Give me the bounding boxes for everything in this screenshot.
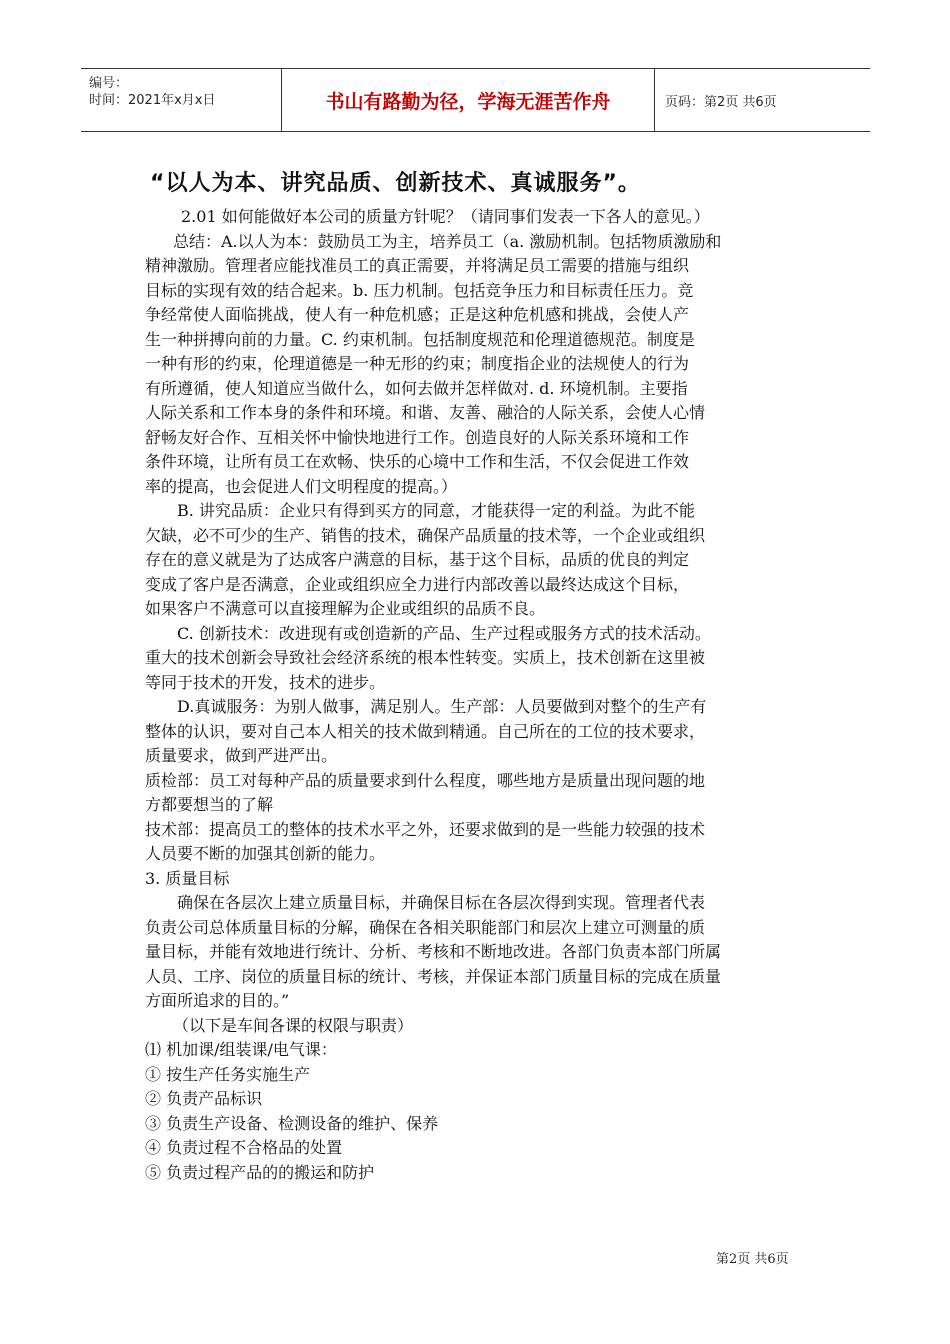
header-motto-cell <box>282 69 655 131</box>
text-line: 生一种拼搏向前的力量。C. 约束机制。包括制度规范和伦理道德规范。制度是 <box>145 329 695 349</box>
text-line: 条件环境，让所有员工在欢畅、快乐的心境中工作和生活，不仅会促进工作效 <box>145 452 690 471</box>
header-page-cell <box>655 69 870 131</box>
list-item: ④ 负责过程不合格品的处置 <box>145 1138 343 1157</box>
text-line: D.真诚服务：为别人做事，满足别人。生产部：人员要做到对整个的生产有 <box>177 697 707 716</box>
text-line: 一种有形的约束，伦理道德是一种无形的约束；制度指企业的法规使人的行为 <box>145 354 690 373</box>
text-line: 率的提高，也会促进人们文明程度的提高。） <box>145 476 458 496</box>
text-line: C. 创新技术：改进现有或创造新的产品、生产过程或服务方式的技术活动。 <box>177 623 711 643</box>
section-heading: 3. 质量目标 <box>145 868 230 888</box>
page-label: 页码：第2页 共6页 <box>665 95 777 110</box>
text-line: 重大的技术创新会导致社会经济系统的根本性转变。实质上，技术创新在这里被 <box>145 648 706 667</box>
text-line: 确保在各层次上建立质量目标，并确保目标在各层次得到实现。管理者代表 <box>177 893 706 912</box>
text-line: 方都要想当的了解 <box>145 795 274 814</box>
text-line: 2.01 如何能做好本公司的质量方针呢？（请同事们发表一下各人的意见。） <box>181 207 710 226</box>
motto: 书山有路勤为径，学海无涯苦作舟 <box>325 91 611 113</box>
text-line: 质检部：员工对每种产品的质量要求到什么程度，哪些地方是质量出现问题的地 <box>145 770 706 790</box>
list-item: ③ 负责生产设备、检测设备的维护、保养 <box>145 1113 439 1133</box>
text-line: 等同于技术的开发，技术的进步。 <box>145 672 386 692</box>
text-line: 负责公司总体质量目标的分解，确保在各相关职能部门和层次上建立可测量的质 <box>145 917 706 937</box>
text-line: 质量要求，做到严进严出。 <box>145 746 338 765</box>
time-label: 时间：2021年x月x日 <box>89 93 216 108</box>
text-line: 存在的意义就是为了达成客户满意的目标，基于这个目标，品质的优良的判定 <box>145 550 690 569</box>
list-item: ⑤ 负责过程产品的的搬运和防护 <box>145 1162 375 1182</box>
page-footer: 第2页 共6页 <box>716 1252 789 1267</box>
text-line: 争经常使人面临挑战，使人有一种危机感；正是这种危机感和挑战，会使人产 <box>145 305 690 324</box>
page-title: “以人为本、讲究品质、创新技术、真诚服务”。 <box>150 171 641 196</box>
header-table <box>81 68 870 132</box>
body-text <box>145 205 813 1185</box>
text-line: 变成了客户是否满意，企业或组织应全力进行内部改善以最终达成这个目标， <box>145 574 690 594</box>
text-line: （以下是车间各课的权限与职责） <box>173 1015 414 1035</box>
text-line: 欠缺，必不可少的生产、销售的技术，确保产品质量的技术等，一个企业或组织 <box>145 525 706 545</box>
duty-list <box>145 1038 813 1185</box>
text-line: 人员、工序、岗位的质量目标的统计、考核，并保证本部门质量目标的完成在质量 <box>145 966 722 986</box>
text-line: 量目标，并能有效地进行统计、分析、考核和不断地改进。各部门负责本部门所属 <box>145 942 722 961</box>
text-line: 人际关系和工作本身的条件和环境。和谐、友善、融洽的人际关系，会使人心情 <box>145 403 706 422</box>
number-label: 编号： <box>89 76 129 91</box>
text-line: 技术部：提高员工的整体的技术水平之外，还要求做到的是一些能力较强的技术 <box>145 819 706 839</box>
header-meta-cell <box>81 69 282 131</box>
text-line: 精神激励。管理者应能找准员工的真正需要，并将满足员工需要的措施与组织 <box>145 256 690 275</box>
list-item: ① 按生产任务实施生产 <box>145 1064 311 1084</box>
text-line: 人员要不断的加强其创新的能力。 <box>145 844 386 863</box>
text-line: 整体的认识，要对自己本人相关的技术做到精通。自己所在的工位的技术要求， <box>145 721 706 741</box>
text-line: 如果客户不满意可以直接理解为企业或组织的品质不良。 <box>145 599 546 618</box>
text-line: 总结：A.以人为本：鼓励员工为主，培养员工（a. 激励机制。包括物质激励和 <box>173 231 722 251</box>
text-line: 有所遵循，使人知道应当做什么，如何去做并怎样做对. d. 环境机制。主要指 <box>145 378 688 398</box>
text-line: 舒畅友好合作、互相关怀中愉快地进行工作。创造良好的人际关系环境和工作 <box>145 427 690 447</box>
list-heading: ⑴ 机加课/组装课/电气课： <box>145 1040 337 1059</box>
text-line: 目标的实现有效的结合起来。b. 压力机制。包括竞争压力和目标责任压力。竞 <box>145 280 694 300</box>
list-item: ② 负责产品标识 <box>145 1089 263 1108</box>
text-line: B. 讲究品质：企业只有得到买方的同意，才能获得一定的利益。为此不能 <box>177 501 695 520</box>
text-line: 方面所追求的目的。” <box>145 991 290 1010</box>
